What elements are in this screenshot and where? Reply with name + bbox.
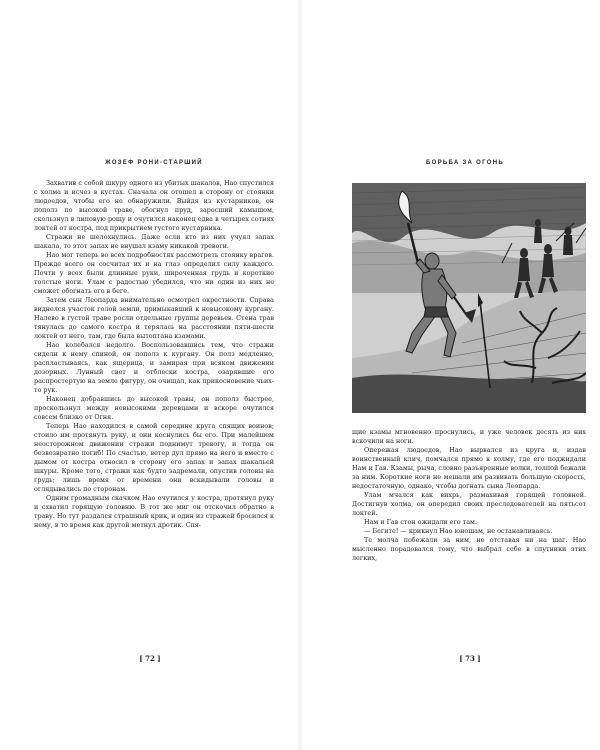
paragraph: Опережая людоедов, Нао вырвался из круга и, издав воинственный клич, помчался прямо к холму, где его поджидали Нам и Гав. Кзамы, рыча, словно разъяренные волки, толпой бежали за ним. Короткие ноги не мешали им развивать большую скорость, недостаточную, однако, чтобы догнать сына Леопарда.	[352, 446, 586, 490]
paragraph: Стражи не шелохнулись. Даже если кто из них учуял запах шакала, то этот запах не внушал кзаму никакой тревоги.	[34, 233, 274, 250]
running-head-right: БОРЬБА ЗА ОГОНЬ	[426, 160, 504, 166]
paragraph: Улам мчался как вихрь, размахивая горящей головней. Достигнув холма, он опередил своих преследователей на пятьсот локтей.	[352, 491, 586, 517]
paragraph: Затем сын Леопарда внимательно осмотрел окрестности. Справа виднелся участок голой земли, примыкавший к невысокому кургану. Налево в густой траве росли отдельные группы деревьев. Стена трав тянулась до самого костра и терялась на расстоянии пяти-шести локтей от него, там, где была вытоптана кзамами.	[34, 296, 274, 340]
page-number-left: [ 72 ]	[139, 654, 161, 663]
right-page	[300, 0, 600, 750]
paragraph: щие кзамы мгновенно проснулись, и уже человек десять из них вскочили на ноги.	[352, 428, 586, 445]
paragraph: Те молча побежали за ним, не отставая ни на шаг. Нао мысленно порадовался тому, что выбрал себе в спутники этих легких,	[352, 536, 586, 562]
paragraph: Нао колебался недолго. Воспользовавшись тем, что стражи сидели к нему спиной, он пополз к кургану. Он полз медленно, распластываясь, как ящерица, и замирая при всяком движении дозорных. Лунный свет и отблески костра, озарявшие его распростертую на земле фигуру, он очищал, как прикосновение чьих-то рук.	[34, 341, 274, 394]
right-page-text	[352, 428, 586, 563]
illustration-drawing	[352, 183, 586, 413]
chapter-illustration	[352, 183, 586, 413]
running-head-left: ЖОЗЕФ РОНИ-СТАРШИЙ	[105, 160, 203, 166]
paragraph: — Бегите! — крикнул Нао юношам, не останавливаясь.	[364, 527, 553, 535]
paragraph: Нам и Гав стон ожидали его там.	[364, 518, 478, 526]
left-page-text	[34, 179, 274, 530]
paragraph: Нао мог теперь во всех подробностях рассмотреть стоянку врагов. Прежде всего он сосчитал их и на глаз определил силу каждого. Почти у всех были длинные руки, широченная грудь и короткие толстые ноги. Улам с радостью убедился, что ни один из них не сможет обогнать его в беге.	[34, 251, 274, 295]
paragraph: Теперь Нао находился в самой середине круга спящих воинов; стоило им протянуть руку, и они коснулись бы его. При малейшем неосторожном движении стражи поднимут тревогу, и тогда он безвозвратно погиб! По счастью, ветер дул прямо на него и вместе с дымом от костра относил в сторону его запах и запах шакальей шкуры. Кроме того, стражи как будто задремали, опустив головы на грудь; лишь время от времени они вскидывали головы и оглядывались по сторонам.	[34, 422, 274, 493]
paragraph: Захватив с собой шкуру одного из убитых шакалов, Нао спустился с холма и исчез в кустах. Сначала он отошел в сторону от стоянки людоедов, чтобы его не обнаружили. Выйдя из кустарников, он пополз по высокой траве, обогнул пруд, заросший камышом, скользнул в липовую рощу и очутился наконец едва в четырех сотнях локтей от костра, под прикрытием густого кустарника.	[34, 179, 274, 232]
paragraph: Наконец добравшись до высокой травы, он пополз быстрее, проскользнул между невысокими деревцами и вскоре очутился совсем близко от Огня.	[34, 395, 274, 421]
page-number-right: [ 73 ]	[459, 654, 481, 663]
paragraph: Одним громадным скачком Нао очутился у костра, протянул руку и схватил горящую головню. В тот же миг он отскочил обратно в траву. Но тут раздался страшный крик, и один из стражей бросился к нему, в то время как другой метнул дротик. Спя-	[34, 494, 274, 529]
